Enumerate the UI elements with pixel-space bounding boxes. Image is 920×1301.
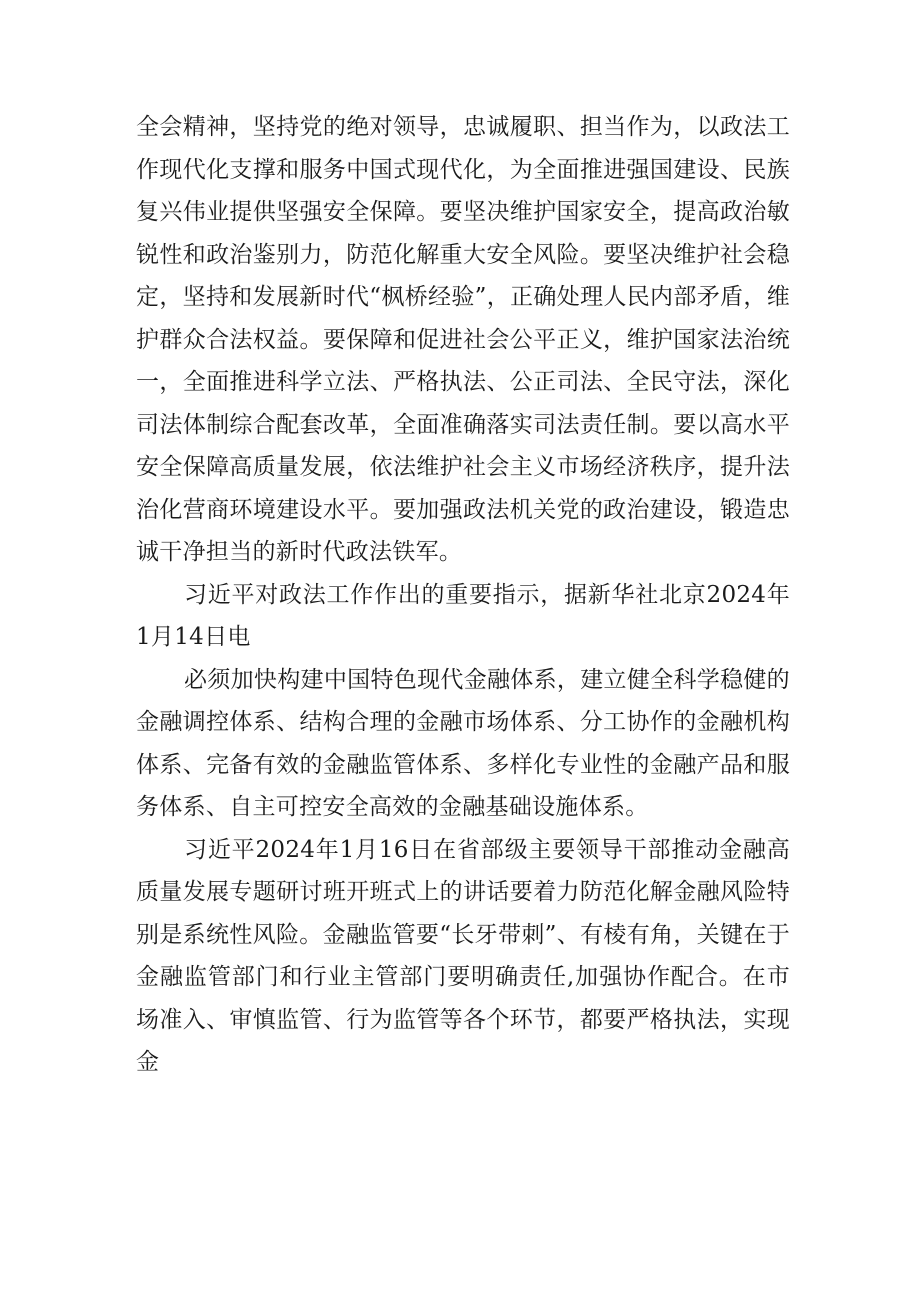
paragraph-4: 习近平2024年1月16日在省部级主要领导干部推动金融高质量发展专题研讨班开班式上的讲话要着力防范化解金融风险特别是系统性风险。金融监管要“长牙带刺”、有棱有角，关键在于金融监管部门和行业主管部门要明确责任,加强协作配合。在市场准入、审慎监管、行为监管等各个环节，都要严格执法，实现金 bbox=[136, 836, 790, 1075]
paragraph-2: 习近平对政法工作作出的重要指示，据新华社北京2024年1月14日电 bbox=[136, 581, 790, 650]
paragraph-1: 全会精神，坚持党的绝对领导，忠诚履职、担当作为，以政法工作现代化支撑和服务中国式现代化，为全面推进强国建设、民族复兴伟业提供坚强安全保障。要坚决维护国家安全，提高政治敏锐性和政治鉴别力，防范化解重大安全风险。要坚决维护社会稳定，坚持和发展新时代“枫桥经验”，正确处理人民内部矛盾，维护群众合法权益。要保障和促进社会公平正义，维护国家法治统一，全面推进科学立法、严格执法、公正司法、全民守法，深化司法体制综合配套改革，全面准确落实司法责任制。要以高水平安全保障高质量发展，依法维护社会主义市场经济秩序，提升法治化营商环境建设水平。要加强政法机关党的政治建设，锻造忠诚干净担当的新时代政法铁军。 bbox=[136, 114, 790, 565]
paragraph-3: 必须加快构建中国特色现代金融体系，建立健全科学稳健的金融调控体系、结构合理的金融市场体系、分工协作的金融机构体系、完备有效的金融监管体系、多样化专业性的金融产品和服务体系、自主可控安全高效的金融基础设施体系。 bbox=[136, 666, 790, 820]
